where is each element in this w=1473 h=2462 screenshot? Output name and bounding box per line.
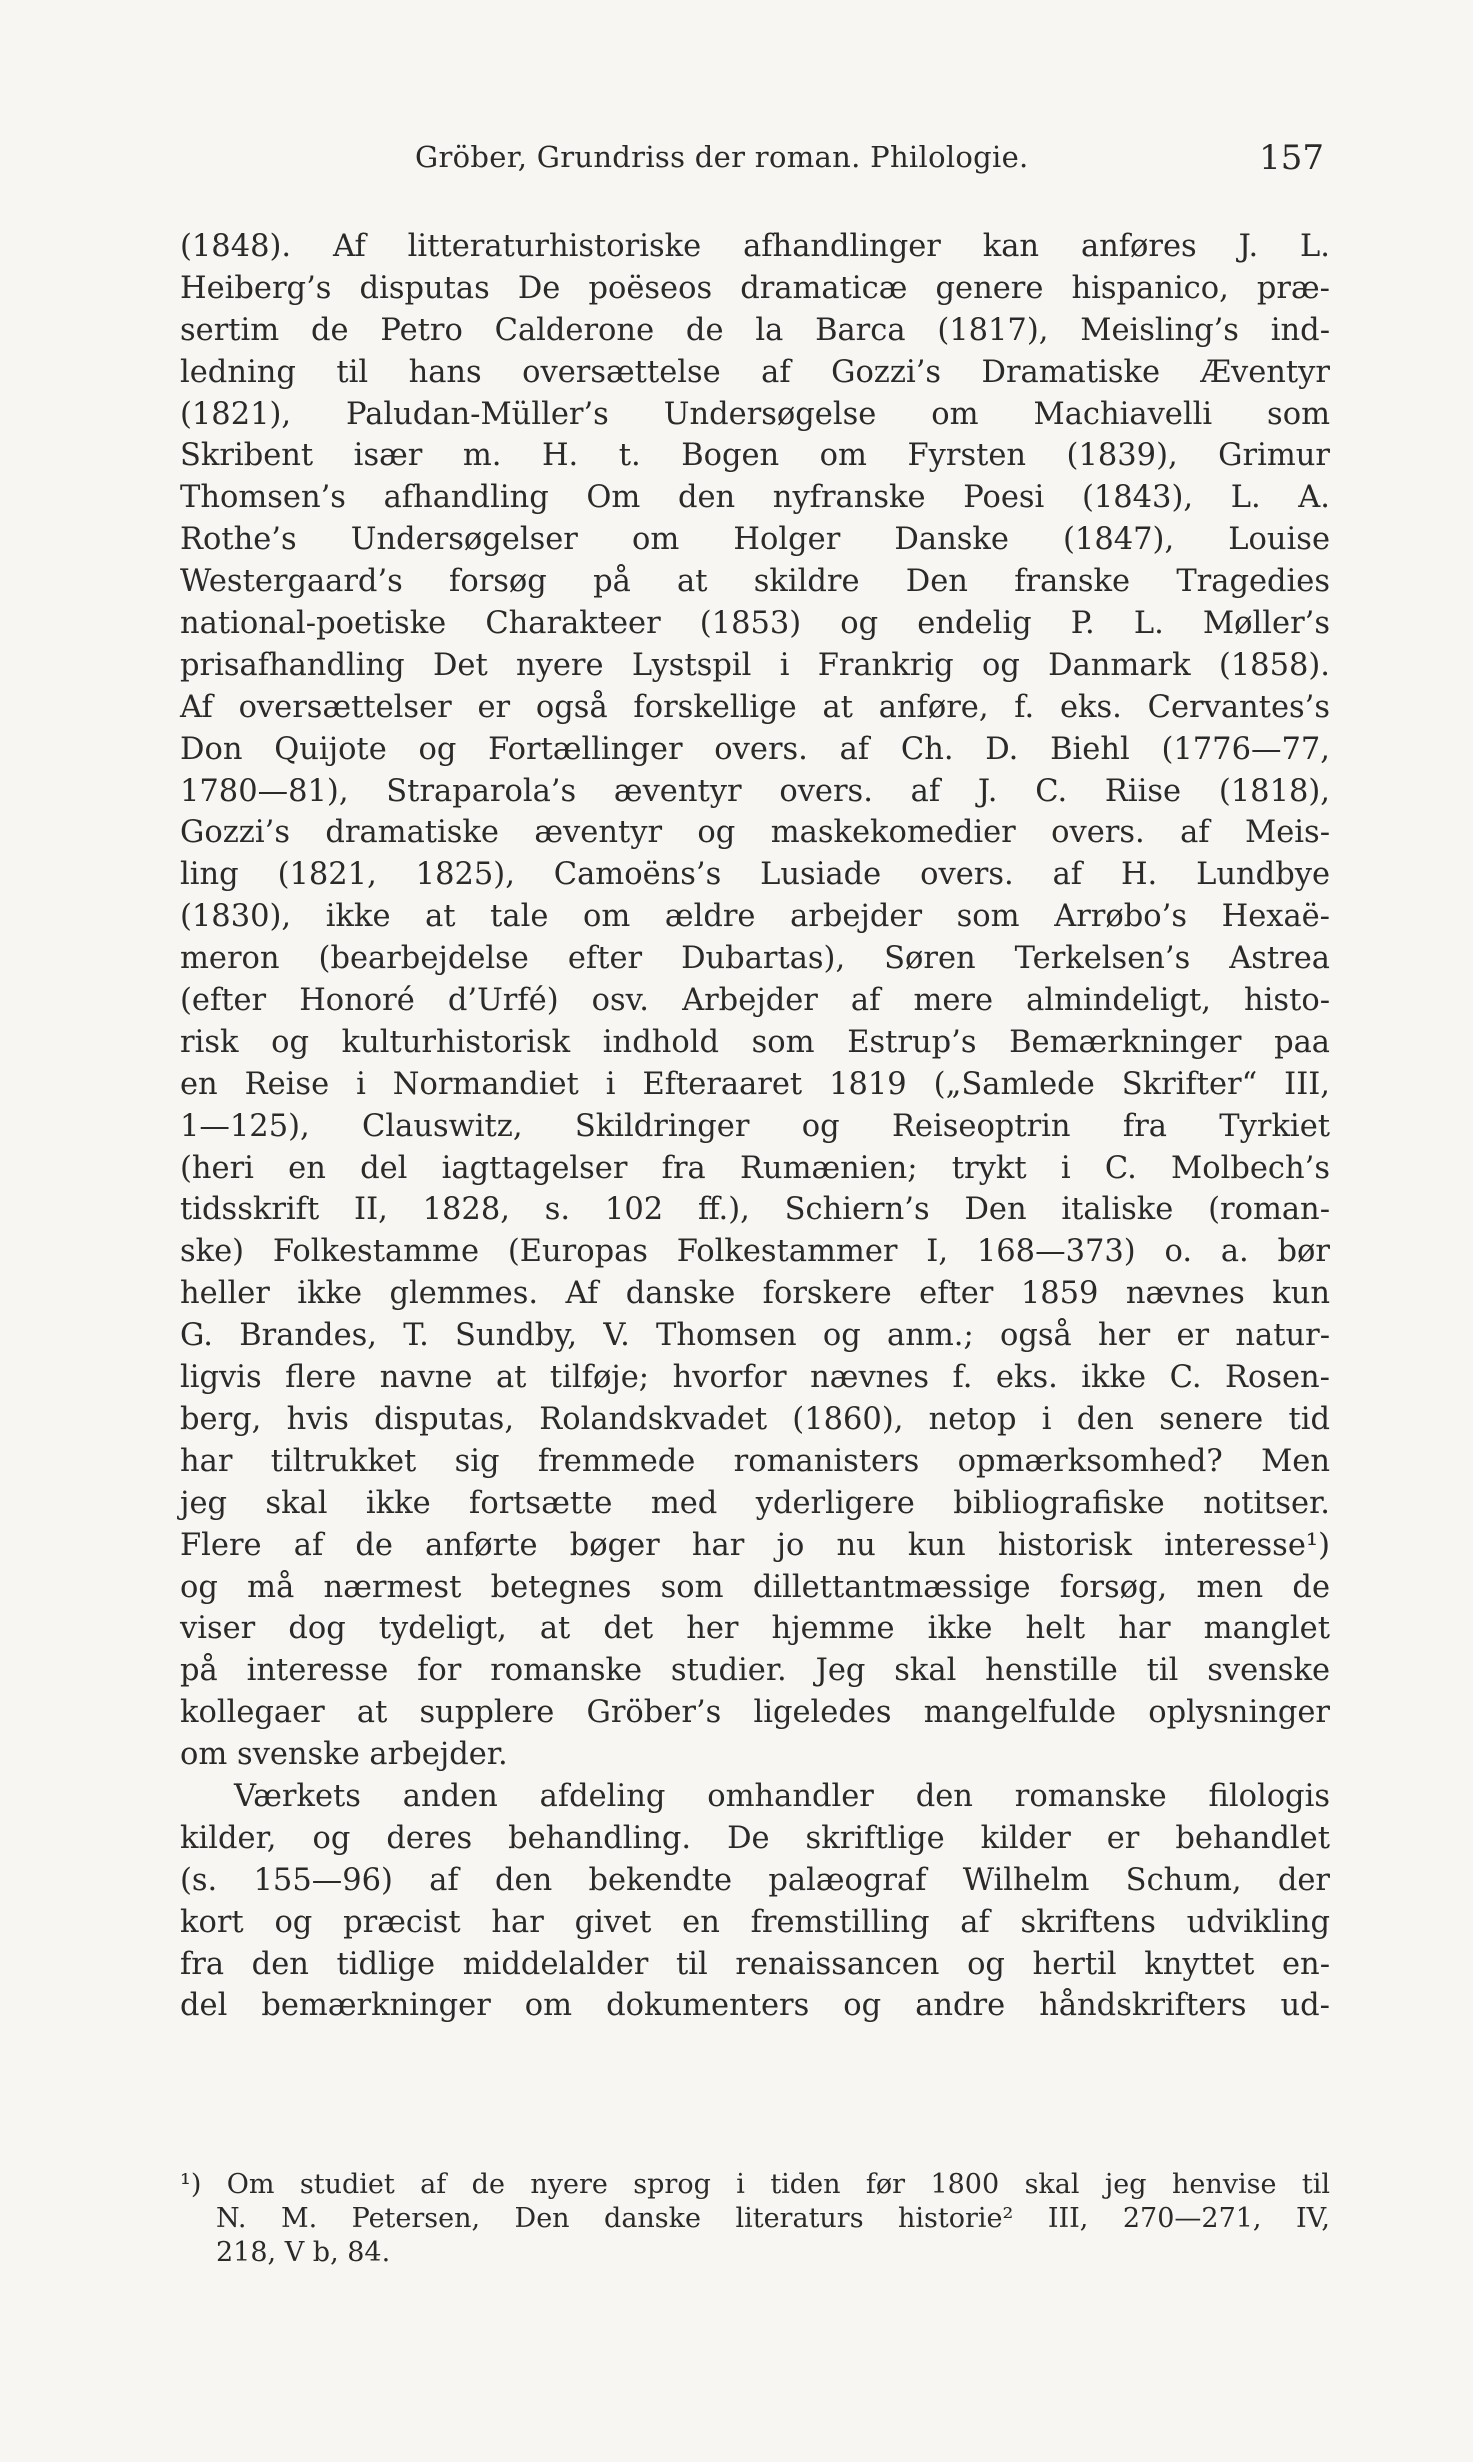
text-line: 1—125), Clauswitz, Skildringer og Reiseoptrin fra Tyrkiet [180,1108,1330,1144]
text-line: berg, hvis disputas, Rolandskvadet (1860), netop i den senere tid [180,1401,1330,1437]
text-line: sertim de Petro Calderone de la Barca (1817), Meisling’s ind- [180,312,1330,348]
text-line: kollegaer at supplere Gröber’s ligeledes mangelfulde oplysninger [180,1695,1330,1731]
text-line: (efter Honoré d’Urfé) osv. Arbejder af mere almindeligt, histo- [180,983,1330,1019]
text-line: ligvis flere navne at tilføje; hvorfor nævnes f. eks. ikke C. Rosen- [180,1360,1330,1396]
footnote-line: 218, V b, 84. [216,2237,391,2268]
text-line: (1830), ikke at tale om ældre arbejder som Arrøbo’s Hexaë- [180,899,1330,935]
text-line: fra den tidlige middelalder til renaissancen og hertil knyttet en- [180,1946,1330,1982]
page-header [180,132,1330,182]
text-line: har tiltrukket sig fremmede romanisters opmærksomhed? Men [180,1443,1330,1479]
text-line: Don Quijote og Fortællinger overs. af Ch. D. Biehl (1776—77, [180,731,1330,767]
text-line: Heiberg’s disputas De poëseos dramaticæ genere hispanico, præ- [180,270,1330,306]
footnote-line: N. M. Petersen, Den danske literaturs historie² III, 270—271, IV, [216,2203,1330,2234]
text-line: Flere af de anførte bøger har jo nu kun historisk interesse¹) [180,1527,1330,1563]
text-line: national-poetiske Charakteer (1853) og endelig P. L. Møller’s [180,606,1330,642]
text-line: Værkets anden afdeling omhandler den romanske filologis [234,1778,1330,1814]
text-line: Westergaard’s forsøg på at skildre Den franske Tragedies [180,564,1330,600]
text-line: 1780—81), Straparola’s æventyr overs. af J. C. Riise (1818), [180,773,1330,809]
text-line: del bemærkninger om dokumenters og andre håndskrifters ud- [180,1988,1330,2024]
text-line: prisafhandling Det nyere Lystspil i Frankrig og Danmark (1858). [180,647,1330,683]
text-line: Gozzi’s dramatiske æventyr og maskekomedier overs. af Meis- [180,815,1330,851]
text-line: ske) Folkestamme (Europas Folkestammer I, 168—373) o. a. bør [180,1234,1330,1270]
text-line: ling (1821, 1825), Camoëns’s Lusiade overs. af H. Lundbye [180,857,1330,893]
text-line: G. Brandes, T. Sundby, V. Thomsen og anm.; også her er natur- [180,1318,1330,1354]
text-line: ledning til hans oversættelse af Gozzi’s Dramatiske Æventyr [180,354,1330,390]
text-line: (1848). Af litteraturhistoriske afhandlinger kan anføres J. L. [180,229,1330,264]
text-line: kilder, og deres behandling. De skriftlige kilder er behandlet [180,1820,1330,1856]
text-line: Thomsen’s afhandling Om den nyfranske Poesi (1843), L. A. [180,480,1330,516]
text-line: på interesse for romanske studier. Jeg skal henstille til svenske [180,1653,1330,1689]
body-text [180,226,1330,2027]
text-line: meron (bearbejdelse efter Dubartas), Søren Terkelsen’s Astrea [180,941,1330,977]
text-line: (1821), Paludan-Müller’s Undersøgelse om Machiavelli som [180,396,1330,432]
footnotes [180,2168,1330,2270]
footnote-line: ¹) Om studiet af de nyere sprog i tiden før 1800 skal jeg henvise til [180,2169,1330,2200]
text-line: heller ikke glemmes. Af danske forskere efter 1859 nævnes kun [180,1276,1330,1312]
text-line: og må nærmest betegnes som dillettantmæssige forsøg, men de [180,1569,1330,1605]
text-line: tidsskrift II, 1828, s. 102 ff.), Schiern’s Den italiske (roman- [180,1192,1330,1228]
text-line: risk og kulturhistorisk indhold som Estrup’s Bemærkninger paa [180,1024,1330,1060]
text-line: (s. 155—96) af den bekendte palæograf Wilhelm Schum, der [180,1862,1330,1898]
running-title: Gröber, Grundriss der roman. Philologie. [415,140,1029,174]
text-line: jeg skal ikke fortsætte med yderligere bibliografiske notitser. [180,1485,1330,1521]
text-line: Af oversættelser er også forskellige at anføre, f. eks. Cervantes’s [180,689,1330,725]
text-line: (heri en del iagttagelser fra Rumænien; trykt i C. Molbech’s [180,1150,1330,1186]
text-line: Rothe’s Undersøgelser om Holger Danske (1847), Louise [180,522,1330,558]
text-line: viser dog tydeligt, at det her hjemme ikke helt har manglet [180,1611,1330,1647]
text-line: om svenske arbejder. [180,1737,508,1773]
page-number: 157 [1259,138,1324,178]
text-line: kort og præcist har givet en fremstilling af skriftens udvikling [180,1904,1330,1940]
text-line: en Reise i Normandiet i Efteraaret 1819 („Samlede Skrifter“ III, [180,1066,1330,1102]
text-line: Skribent især m. H. t. Bogen om Fyrsten (1839), Grimur [180,438,1330,474]
